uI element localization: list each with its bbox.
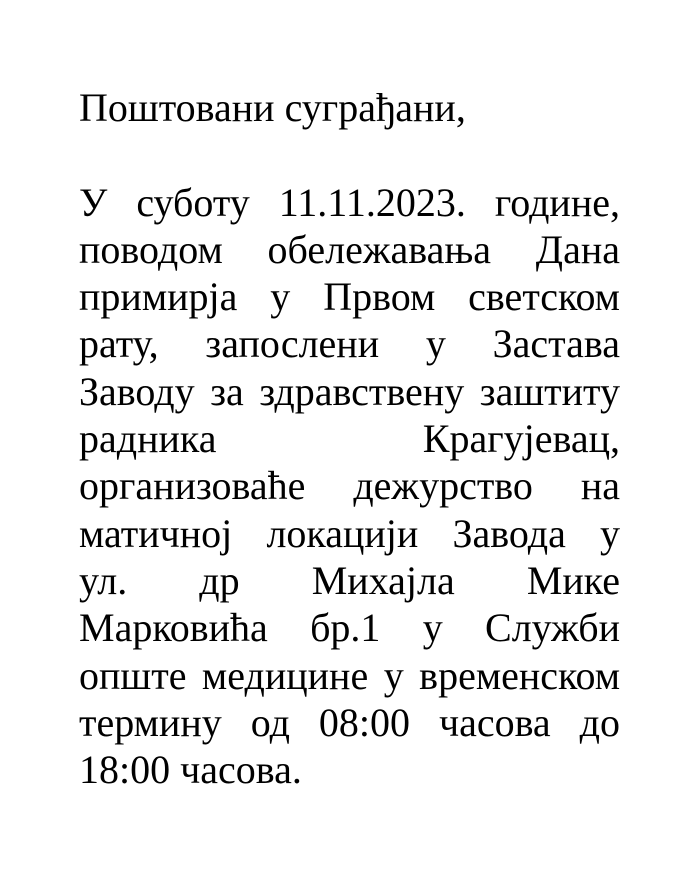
body-line: радника Крагујевац, — [79, 416, 620, 462]
notice-text — [79, 84, 620, 793]
body-line: примирја у Првом светском — [79, 274, 620, 320]
body-line: У суботу 11.11.2023. године, — [79, 179, 620, 225]
body-line: ул. др Михајла Мике — [79, 557, 620, 603]
body-line: рату, запослени у Застава — [79, 321, 620, 367]
paragraph-spacer — [79, 131, 620, 178]
body-line: организоваће дежурство на — [79, 463, 620, 509]
body-line: 18:00 часова. — [79, 747, 302, 793]
body-line: опште медицине у временском — [79, 652, 620, 698]
body-line: термину од 08:00 часова до — [79, 699, 620, 745]
body-line: поводом обележавања Дана — [79, 226, 620, 272]
notice-body — [79, 179, 620, 794]
greeting: Поштовани суграђани, — [79, 85, 466, 130]
body-line: матичној локацији Завода у — [79, 510, 620, 556]
body-line: Марковића бр.1 у Служби — [79, 605, 620, 651]
body-line: Заводу за здравствену заштиту — [79, 368, 620, 414]
